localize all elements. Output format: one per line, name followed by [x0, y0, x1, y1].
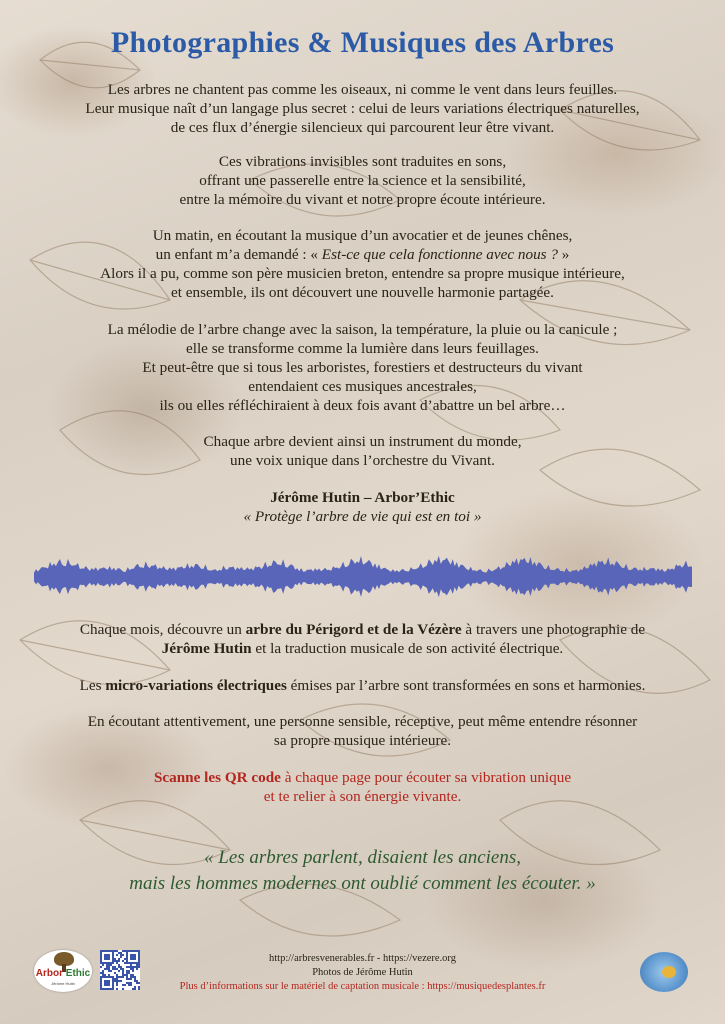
text-fragment: et la traduction musicale de son activité électrique.	[251, 640, 564, 657]
text-line: Leur musique naît d’un langage plus secret : celui de leurs variations électriques naturelles,	[85, 100, 640, 117]
intro-paragraph-5	[20, 432, 705, 470]
quote-line: mais les hommes modernes ont oublié comment les écouter. »	[129, 873, 596, 894]
text-fragment: Chaque mois, découvre un	[79, 621, 246, 638]
signature	[20, 488, 705, 526]
detail-paragraph-2	[20, 676, 705, 695]
text-line: offrant une passerelle entre la science et la sensibilité,	[199, 172, 526, 189]
text-line: Les arbres ne chantent pas comme les oiseaux, ni comme le vent dans leurs feuilles.	[107, 81, 618, 98]
arbor-ethic-logo-icon	[34, 950, 92, 992]
sound-waveform-icon	[34, 553, 692, 601]
text-line: Et peut-être que si tous les arboristes, forestiers et destructeurs du vivant	[142, 359, 583, 376]
text-line: et te relier à son énergie vivante.	[263, 788, 462, 805]
highlight-text: arbre du Périgord et de la Vézère	[245, 621, 462, 638]
text-fragment: »	[557, 246, 570, 263]
text-line: Un matin, en écoutant la musique d’un avocatier et de jeunes chênes,	[152, 227, 573, 244]
footer-info-link[interactable]: Plus d’informations sur le matériel de captation musicale : https://musiquedesplantes.fr	[179, 981, 546, 992]
text-line: En écoutant attentivement, une personne sensible, réceptive, peut même entendre résonner	[87, 713, 638, 730]
text-line	[20, 620, 705, 639]
page-title: Photographies & Musiques des Arbres	[110, 26, 615, 59]
quote-line: « Les arbres parlent, disaient les anciens,	[204, 847, 521, 868]
text-line: Ces vibrations invisibles sont traduites en sons,	[218, 153, 507, 170]
highlight-text: Jérôme Hutin	[161, 640, 252, 657]
musique-des-plantes-logo-icon	[640, 952, 688, 992]
qr-call-to-action	[20, 768, 705, 806]
text-line	[20, 676, 705, 695]
footer-photo-credit: Photos de Jérôme Hutin	[312, 967, 413, 978]
footer	[150, 952, 575, 994]
text-line: La mélodie de l’arbre change avec la saison, la température, la pluie ou la canicule ;	[107, 321, 618, 338]
highlight-text: micro-variations électriques	[105, 677, 287, 694]
text-line: entendaient ces musiques ancestrales,	[248, 378, 477, 395]
intro-paragraph-2	[20, 152, 705, 209]
text-line: Alors il a pu, comme son père musicien breton, entendre sa propre musique intérieure,	[100, 265, 625, 282]
logo-word: Arbor	[35, 968, 63, 979]
child-question-line	[20, 245, 705, 264]
text-line	[20, 639, 705, 658]
detail-paragraph-3	[20, 712, 705, 750]
text-line: de ces flux d’énergie silencieux qui parcourent leur être vivant.	[170, 119, 555, 136]
qr-code-icon[interactable]	[100, 950, 140, 990]
text-fragment: à travers une photographie de	[461, 621, 646, 638]
highlight-text: Scanne les QR code	[153, 769, 281, 786]
intro-paragraph-3	[20, 226, 705, 302]
logo-word: Ethic	[65, 968, 91, 979]
text-fragment: émises par l’arbre sont transformées en sons et harmonies.	[286, 677, 646, 694]
text-fragment: à chaque page pour écouter sa vibration unique	[280, 769, 572, 786]
detail-paragraph-1	[20, 620, 705, 658]
logo-tagline: Jérôme Hutin	[51, 981, 75, 986]
signature-name: Jérôme Hutin – Arbor’Ethic	[270, 489, 455, 506]
text-fragment: un enfant m’a demandé : «	[155, 246, 322, 263]
closing-quote	[20, 845, 705, 897]
text-fragment: Les	[79, 677, 106, 694]
text-line: sa propre musique intérieure.	[273, 732, 452, 749]
text-line: entre la mémoire du vivant et notre propre écoute intérieure.	[179, 191, 546, 208]
text-line: Chaque arbre devient ainsi un instrument du monde,	[203, 433, 522, 450]
logo-wordmark	[34, 968, 92, 979]
footer-links[interactable]: http://arbresvenerables.fr - https://vezere.org	[269, 953, 456, 964]
text-line	[20, 768, 705, 787]
intro-paragraph-4	[20, 320, 705, 415]
text-line: ils ou elles réfléchiraient à deux fois avant d’abattre un bel arbre…	[159, 397, 566, 414]
signature-motto: « Protège l’arbre de vie qui est en toi »	[243, 508, 482, 525]
intro-paragraph-1	[20, 80, 705, 137]
text-line: et ensemble, ils ont découvert une nouvelle harmonie partagée.	[171, 284, 554, 301]
child-question: Est-ce que cela fonctionne avec nous ?	[321, 246, 558, 263]
text-line: une voix unique dans l’orchestre du Vivant.	[230, 452, 495, 469]
text-line: elle se transforme comme la lumière dans leurs feuillages.	[186, 340, 539, 357]
sun-icon	[662, 966, 676, 978]
